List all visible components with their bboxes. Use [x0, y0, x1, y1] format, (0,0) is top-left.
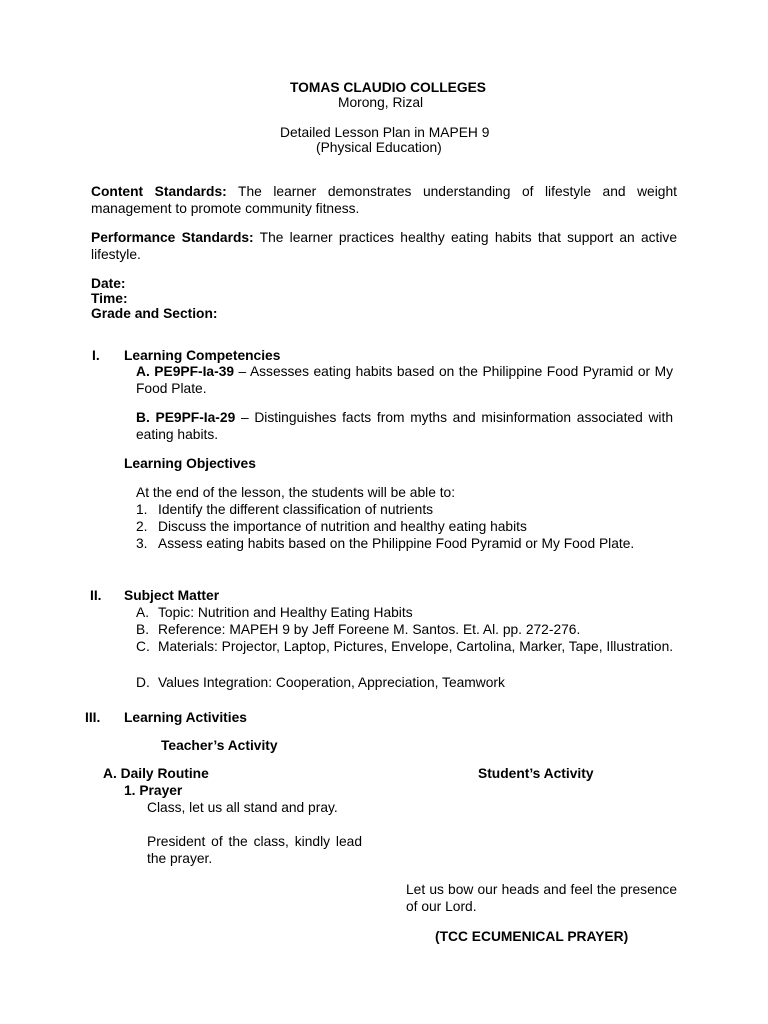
competency-a-text: – Assesses eating habits based on the Philippine Food Pyramid or My Food Plate. [136, 364, 673, 396]
subject-item-text: Values Integration: Cooperation, Appreciation, Teamwork [158, 675, 505, 690]
subject-item-letter: A. [136, 605, 150, 620]
competency-b-text: – Distinguishes facts from myths and misinformation associated with eating habits. [136, 410, 673, 442]
subject-item-letter: C. [136, 639, 150, 654]
prayer-heading: 1. Prayer [124, 783, 183, 798]
subject-item-letter: D. [136, 675, 150, 690]
ecumenical-prayer-label: (TCC ECUMENICAL PRAYER) [435, 929, 629, 944]
school-location: Morong, Rizal [338, 95, 424, 110]
competency-b [136, 409, 673, 443]
content-standards-label: Content Standards: [91, 184, 227, 199]
teacher-activity-heading: Teacher’s Activity [161, 738, 278, 753]
section-1-title: Learning Competencies [124, 348, 281, 363]
teacher-president-line: President of the class, kindly lead the prayer. [147, 834, 362, 866]
subject-item-text: Reference: MAPEH 9 by Jeff Foreene M. Santos. Et. Al. pp. 272-276. [158, 622, 581, 637]
time-label: Time: [91, 291, 128, 306]
section-2-numeral: II. [90, 588, 102, 603]
student-response-line: Let us bow our heads and feel the presence of our Lord. [406, 882, 677, 914]
section-2-title: Subject Matter [124, 588, 220, 603]
performance-standards-text: The learner practices healthy eating habits that support an active lifestyle. [91, 230, 678, 262]
section-1-numeral: I. [92, 348, 100, 363]
school-name: TOMAS CLAUDIO COLLEGES [290, 80, 486, 95]
subject-item-text: Materials: Projector, Laptop, Pictures, Envelope, Cartolina, Marker, Tape, Illustration. [158, 639, 674, 654]
objective-number: 1. [136, 502, 148, 517]
performance-standards-label: Performance Standards: [91, 230, 254, 245]
student-activity-heading: Student’s Activity [478, 766, 594, 781]
objective-text: Assess eating habits based on the Philippine Food Pyramid or My Food Plate. [158, 536, 635, 551]
objective-text: Identify the different classification of nutrients [158, 502, 434, 517]
date-label: Date: [91, 276, 126, 291]
competency-b-code: B. PE9PF-Ia-29 [136, 410, 236, 425]
subject-item-letter: B. [136, 622, 150, 637]
objectives-title: Learning Objectives [124, 456, 256, 471]
section-3-numeral: III. [85, 710, 101, 725]
performance-standards [91, 229, 677, 263]
objective-number: 2. [136, 519, 148, 534]
teacher-prayer-line: Class, let us all stand and pray. [147, 800, 338, 815]
section-3-title: Learning Activities [124, 710, 247, 725]
competency-a [136, 363, 673, 397]
competency-a-code: A. PE9PF-Ia-39 [136, 364, 235, 379]
subject-item-text: Topic: Nutrition and Healthy Eating Habits [158, 605, 413, 620]
grade-section-label: Grade and Section: [91, 306, 218, 321]
plan-subtitle: (Physical Education) [316, 140, 442, 155]
content-standards [91, 183, 677, 217]
daily-routine-heading: A. Daily Routine [103, 766, 209, 781]
plan-title: Detailed Lesson Plan in MAPEH 9 [280, 125, 490, 140]
objective-number: 3. [136, 536, 148, 551]
objective-text: Discuss the importance of nutrition and healthy eating habits [158, 519, 527, 534]
content-standards-text: The learner demonstrates understanding of lifestyle and weight management to promote community fitness. [91, 184, 677, 216]
objectives-intro: At the end of the lesson, the students will be able to: [136, 485, 456, 500]
